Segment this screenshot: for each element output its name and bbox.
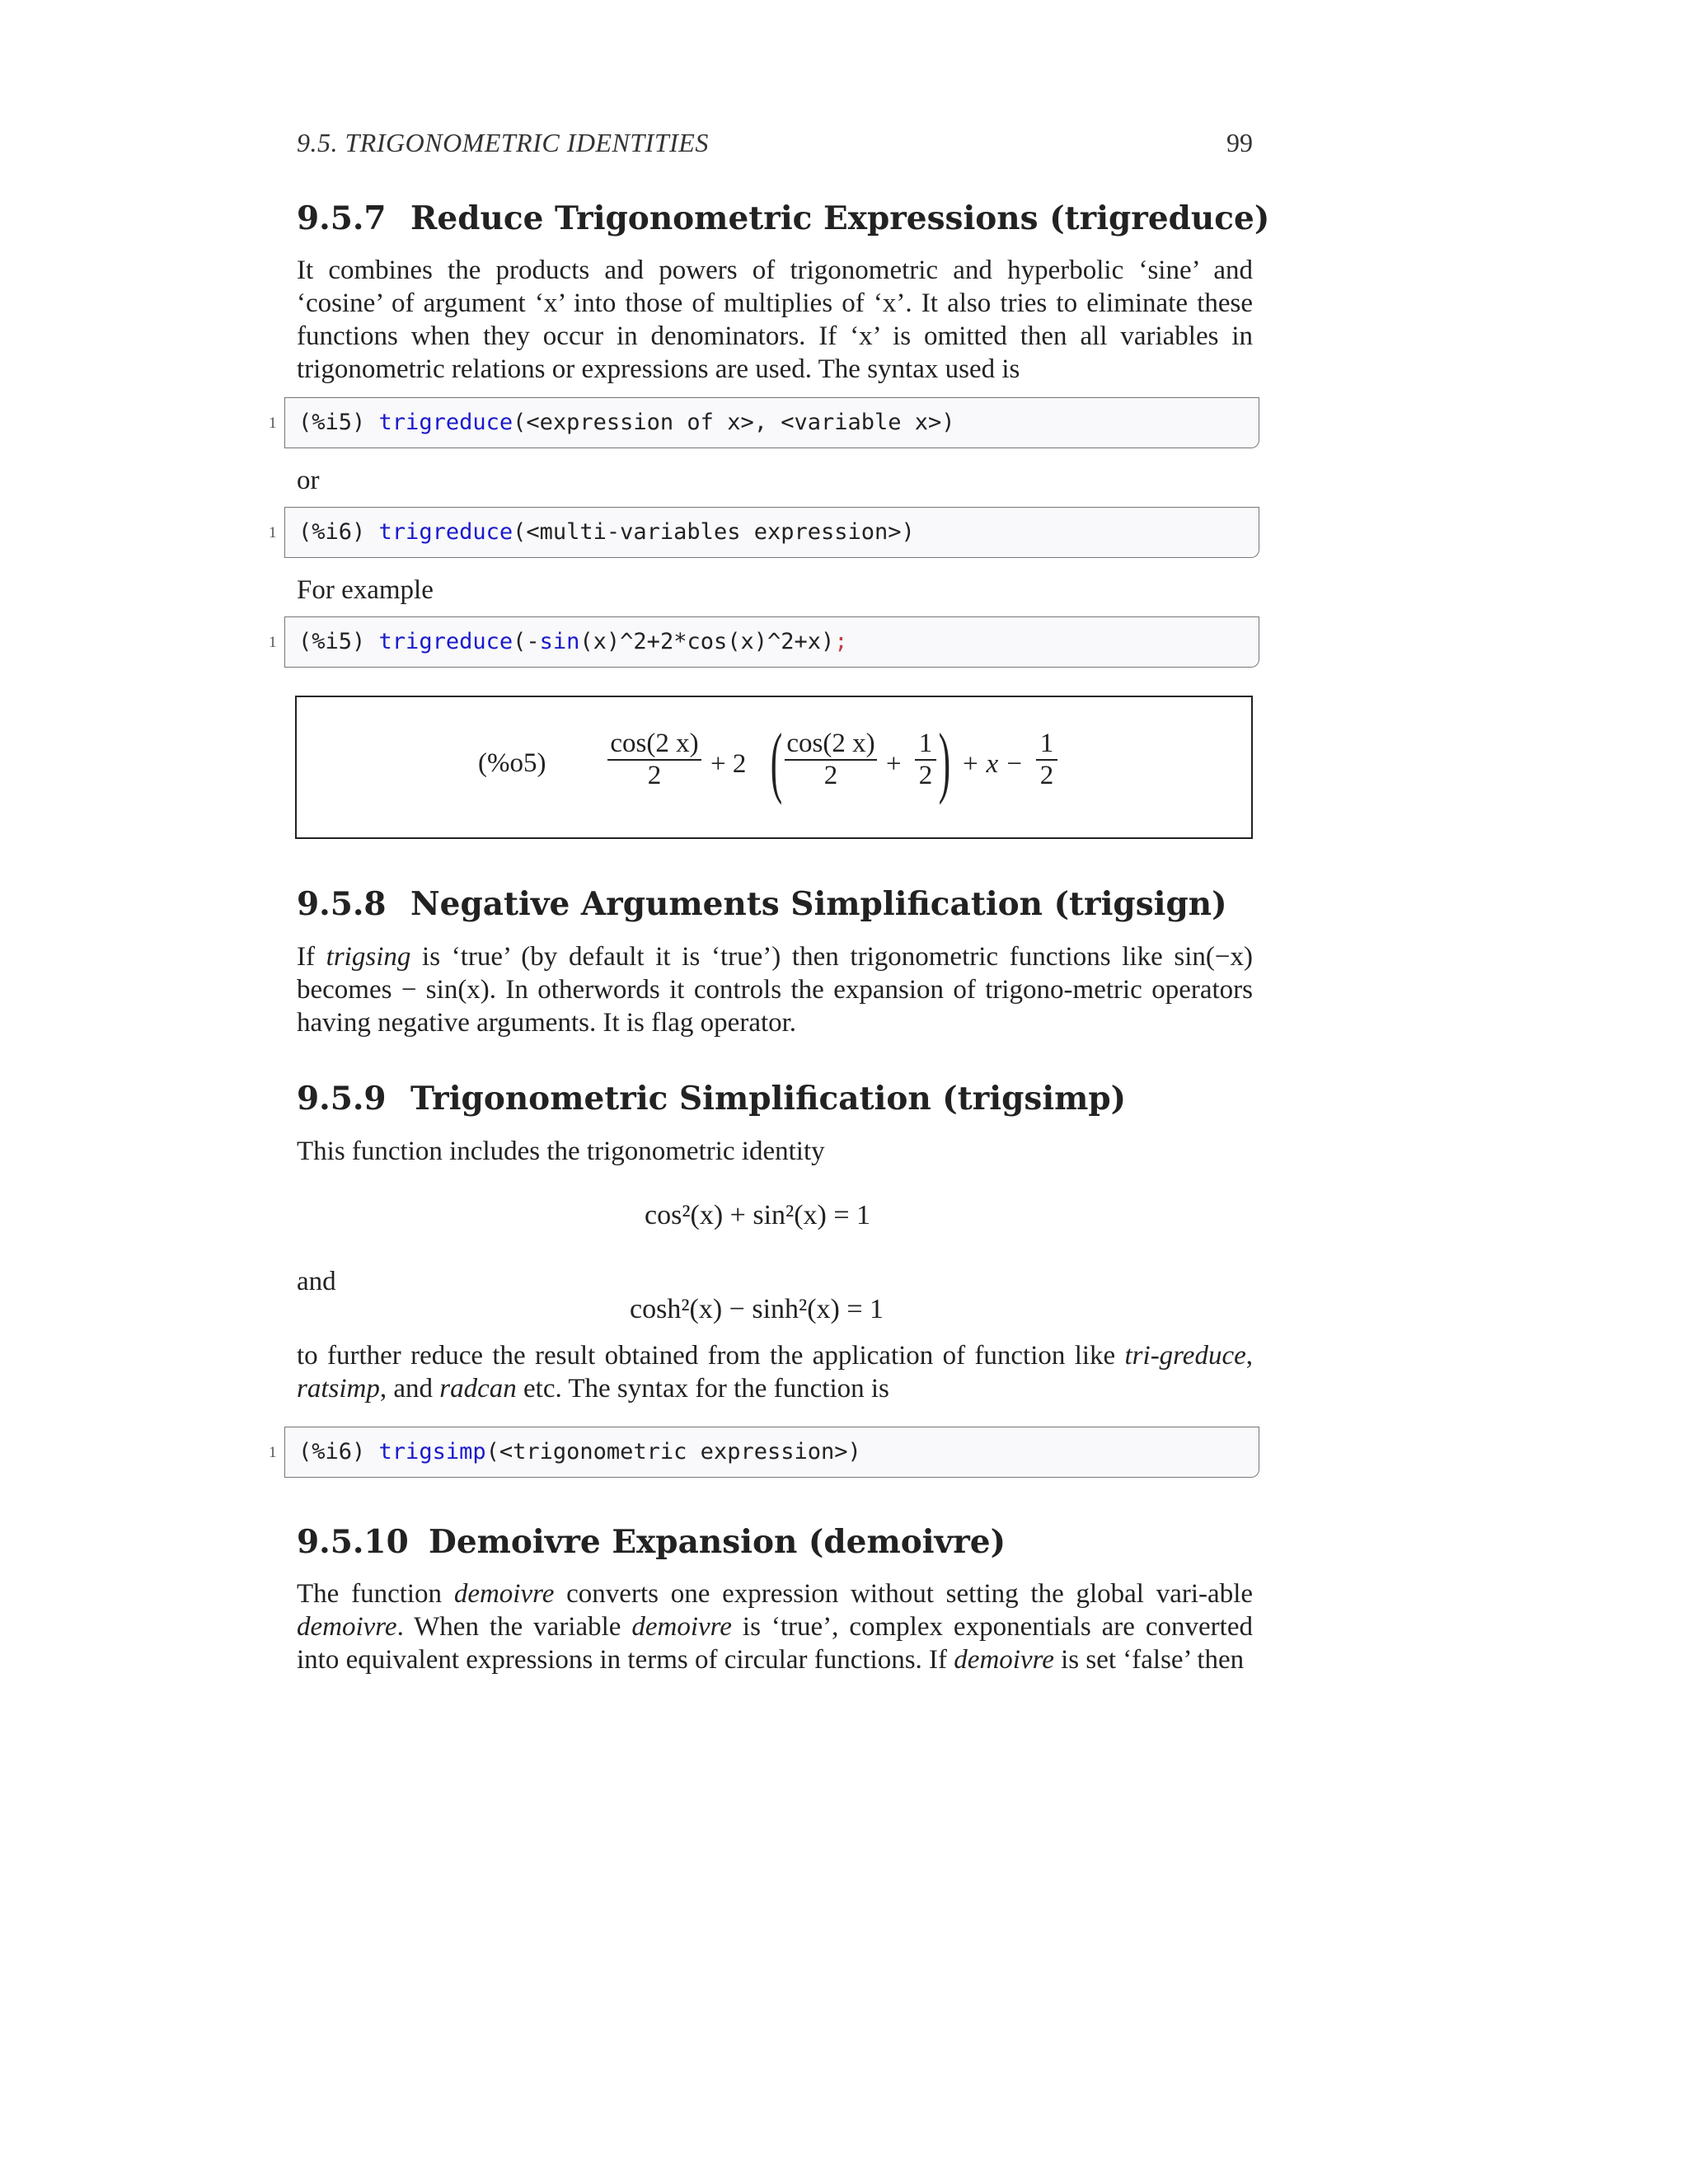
section-number: 9.5.10 [297, 1523, 409, 1561]
maxima-output-box [295, 696, 1253, 839]
text-run: converts one expression without setting the global vari-able [554, 1579, 1254, 1609]
numerator: cos(2 x) [610, 729, 699, 758]
code-block-trigreduce-example [284, 616, 1259, 668]
code-args: (<trigonometric expression>) [485, 1439, 861, 1465]
section-title: Negative Arguments Simplification (trigsign) [410, 885, 1227, 923]
section-title: Trigonometric Simplification (trigsimp) [410, 1080, 1127, 1118]
output-label: (%o5) [478, 748, 546, 778]
section-heading-9-5-10 [297, 1523, 1006, 1561]
code-keyword: trigreduce [378, 410, 513, 435]
denominator: 2 [918, 761, 933, 790]
section-heading-9-5-7 [297, 199, 1269, 237]
equation-hyperbolic-identity: cosh²(x) − sinh²(x) = 1 [630, 1294, 884, 1324]
code-keyword: trigreduce [378, 629, 513, 654]
code-prompt: (%i6) [298, 519, 379, 545]
code-prompt: (%i6) [298, 1439, 379, 1465]
equation-pythagorean-identity: cos²(x) + sin²(x) = 1 [645, 1200, 871, 1230]
paragraph-trigreduce-intro: It combines the products and powers of trigonometric and hyperbolic ‘sine’ and ‘cosine’ of argument ‘x’ into those of multiplies of ‘x’. It also tries to eliminate these functions when they occur in denominators. If ‘x’ is omitted then all variables in trigonometric relations or expressions are used. The syntax used is [297, 255, 1253, 384]
text-italic: radcan [439, 1374, 517, 1404]
numerator: cos(2 x) [786, 729, 875, 758]
code-keyword: sin [539, 629, 580, 654]
fraction-one-half [915, 729, 936, 791]
code-line-number: 1 [269, 634, 277, 651]
code-line-number: 1 [269, 1444, 277, 1461]
page-number: 99 [1226, 128, 1253, 157]
section-heading-9-5-9 [297, 1080, 1126, 1118]
code-prompt: (%i5) [298, 629, 379, 654]
text-run: etc. The syntax for the function is [516, 1374, 889, 1404]
text-italic: demoivre [954, 1645, 1054, 1675]
denominator: 2 [823, 761, 838, 790]
text-run: , [1245, 1341, 1253, 1371]
denominator: 2 [647, 761, 662, 790]
paragraph-demoivre [297, 1577, 1253, 1676]
paragraph-for-example: For example [297, 575, 434, 605]
section-title: Reduce Trigonometric Expressions (trigreduce) [410, 199, 1270, 237]
code-args: (<expression of x>, <variable x>) [513, 410, 955, 435]
section-number: 9.5.8 [297, 885, 387, 923]
text-run: is set ‘false’ then [1053, 1645, 1245, 1675]
code-semicolon: ; [834, 629, 848, 654]
text-italic: demoivre [297, 1612, 397, 1642]
section-number: 9.5.7 [297, 199, 387, 237]
text-italic: demoivre [453, 1579, 555, 1609]
fraction-cos2x-over-2-inner [785, 729, 877, 791]
operator-plus: + [886, 749, 902, 779]
text-run: , and [379, 1374, 440, 1404]
text-italic: trigsing [326, 942, 411, 972]
section-heading-9-5-8 [297, 885, 1227, 923]
code-prompt: (%i5) [298, 410, 379, 435]
code-block-trigreduce-syntax [284, 397, 1259, 448]
operator-plus-x-minus: + x − [961, 749, 1024, 779]
text-italic: ratsimp [297, 1374, 380, 1404]
code-block-trigreduce-multi [284, 507, 1259, 558]
section-number: 9.5.9 [297, 1080, 387, 1118]
text-run: is ‘true’, complex exponentials are converted into equivalent expressions in terms of circular functions. If [297, 1612, 1253, 1675]
paragraph-and: and [297, 1267, 336, 1296]
section-title: Demoivre Expansion (demoivre) [429, 1523, 1006, 1561]
numerator: 1 [1039, 729, 1054, 758]
numerator: 1 [918, 729, 933, 758]
code-keyword: trigsimp [378, 1439, 486, 1465]
text-run: The function [297, 1579, 454, 1609]
fraction-one-half-last [1036, 729, 1057, 791]
denominator: 2 [1039, 761, 1054, 790]
operator-plus-two: + 2 [710, 749, 747, 779]
right-paren: ) [938, 717, 951, 805]
text-italic: demoivre [631, 1612, 732, 1642]
text-italic: tri-greduce [1124, 1341, 1246, 1371]
code-args: (x)^2+2*cos(x)^2+x) [579, 629, 835, 654]
paragraph-trigsimp-intro: This function includes the trigonometric identity [297, 1137, 825, 1166]
code-args: (- [513, 629, 540, 654]
paragraph-trigsign [297, 940, 1253, 1039]
text-run: is ‘true’ (by default it is ‘true’) then trigonometric functions like sin(−x) becomes − sin(x). In otherwords it controls the expansion of trigono-metric operators having negative arguments. It is flag operator. [297, 942, 1253, 1038]
code-args: (<multi-variables expression>) [513, 519, 915, 545]
code-line-number: 1 [269, 415, 277, 432]
code-line-number: 1 [269, 524, 277, 541]
text-run: If [297, 942, 326, 972]
running-header [297, 128, 1253, 164]
left-paren: ( [770, 717, 783, 805]
header-section-title: 9.5. TRIGONOMETRIC IDENTITIES [297, 128, 709, 157]
code-keyword: trigreduce [378, 519, 513, 545]
fraction-cos2x-over-2 [607, 729, 701, 791]
code-block-trigsimp-syntax [284, 1427, 1259, 1478]
text-run: to further reduce the result obtained from the application of function like [297, 1341, 1125, 1371]
paragraph-trigsimp-usage [297, 1339, 1253, 1405]
text-run: . When the variable [396, 1612, 632, 1642]
paragraph-or: or [297, 466, 320, 495]
